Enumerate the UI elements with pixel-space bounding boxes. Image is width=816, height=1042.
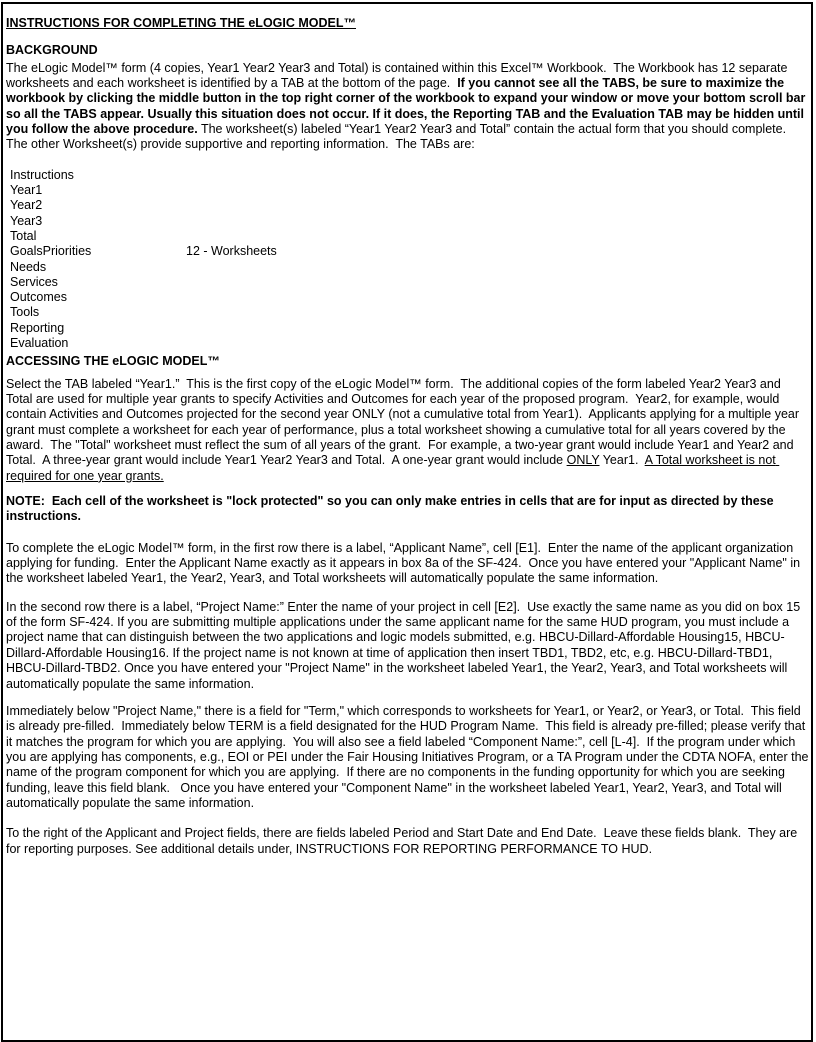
tab-list-item xyxy=(6,260,810,275)
tab-list-item xyxy=(6,214,810,229)
tab-list-item xyxy=(6,168,810,183)
tab-list xyxy=(6,168,810,352)
tab-list-item-label: Services xyxy=(10,274,58,289)
accessing-paragraph: Select the TAB labeled “Year1.” This is the first copy of the eLogic Model™ form. The additional copies of the form labeled Year2 Year3 and Total are used for multiple year grants to specify Activities and Outcomes for each year of the proposed program. Year2, for example, would contain Activities and Outcomes projected for the second year ONLY (not a cumulative total from Year1). Applicants applying for a multiple year grant must complete a worksheet for each year of performance, plus a total worksheet showing a cumulative total for all years covered by the award. The "Total" worksheet must reflect the sum of all years of the grant. For example, a two-year grant would include Year1 and Year2 and Total. A three-year grant would include Year1 Year2 Year3 and Total. A one-year grant would include ONLY Year1. A Total worksheet is not required for one year grants. xyxy=(6,376,803,483)
tab-list-item-label: Outcomes xyxy=(10,290,67,305)
tab-list-item-label: Year1 xyxy=(10,183,43,198)
tab-list-item-label: Instructions xyxy=(10,167,74,182)
tab-list-item-label: Total xyxy=(10,228,37,243)
tab-list-item xyxy=(6,229,810,244)
tab-list-item-label: Tools xyxy=(10,305,40,320)
tab-list-item xyxy=(6,183,810,198)
tab-list-item-label: Reporting xyxy=(10,320,65,335)
tab-list-item xyxy=(6,198,810,213)
tab-list-item-label: Year2 xyxy=(10,198,43,213)
accessing-heading: ACCESSING THE eLOGIC MODEL™ xyxy=(6,354,220,369)
note-paragraph: NOTE: Each cell of the worksheet is "lock protected" so you can only make entries in cells that are for input as directed by these instructions. xyxy=(6,494,778,524)
worksheet-count-annotation: 12 - Worksheets xyxy=(186,244,277,259)
period-dates-paragraph: To the right of the Applicant and Project fields, there are fields labeled Period and Start Date and End Date. Leave these fields blank. They are for reporting purposes. See additional details under, INSTRUCTIONS FOR REPORTING PERFORMANCE TO HUD. xyxy=(6,826,801,856)
tab-list-item xyxy=(6,321,810,336)
tab-list-item xyxy=(6,290,810,305)
background-paragraph: The eLogic Model™ form (4 copies, Year1 Year2 Year3 and Total) is contained within this Excel™ Workbook. The Workbook has 12 separate worksheets and each worksheet is identified by a TAB at the bottom of the page. If you cannot see all the TABS, be sure to maximize the workbook by clicking the middle button in the top right corner of the workbook to expand your window or move your bottom scroll bar so all the TABS appear. Usually this situation does not occur. If it does, the Reporting TAB and the Evaluation TAB may be hidden until you follow the above procedure. The worksheet(s) labeled “Year1 Year2 Year3 and Total” contain the actual form that you should complete. The other Worksheet(s) provide supportive and reporting information. The TABs are: xyxy=(6,60,809,152)
tab-list-item-label: Evaluation xyxy=(10,336,69,351)
tab-list-item xyxy=(6,244,810,259)
applicant-name-paragraph: To complete the eLogic Model™ form, in the first row there is a label, “Applicant Name”, cell [E1]. Enter the name of the applicant organization applying for funding. Enter the Applicant Name exactly as it appears in box 8a of the SF-424. Once you have entered your "Applicant Name" in the worksheet labeled Year1, the Year2, Year3, and Total worksheets will automatically populate the same information. xyxy=(6,540,804,586)
instructions-worksheet xyxy=(1,2,813,1042)
tab-list-item-label: Needs xyxy=(10,259,47,274)
tab-list-item-label: Year3 xyxy=(10,213,43,228)
project-name-paragraph: In the second row there is a label, “Project Name:” Enter the name of your project in cell [E2]. Use exactly the same name as you did on box 15 of the form SF-424. If you are submitting multiple applications under the same applicant name for the same HUD program, you must include a project name that can distinguish between the two applications and logic models submitted, e.g. HBCU-Dillard-Affordable Housing15, HBCU-Dillard-Affordable Housing16. If the project name is not known at time of application then insert TBD1, TBD2, etc, e.g. HBCU-Dillard-TBD1, HBCU-Dillard-TBD2. Once you have entered your "Project Name" in the worksheet labeled Year1, the Year2, Year3, and Total worksheets will automatically populate the same information. xyxy=(6,599,804,691)
tab-list-item xyxy=(6,336,810,351)
tab-list-item xyxy=(6,305,810,320)
background-heading: BACKGROUND xyxy=(6,43,98,58)
page-title: INSTRUCTIONS FOR COMPLETING THE eLOGIC MODEL™ xyxy=(6,16,356,30)
tab-list-item-label: GoalsPriorities xyxy=(10,244,92,259)
term-component-paragraph: Immediately below "Project Name," there is a field for "Term," which corresponds to worksheets for Year1, or Year2, or Year3, or Total. This field is already pre-filled. Immediately below TERM is a field designated for the HUD Program Name. This field is already pre-filled; please verify that it matches the program for which you are applying. You will also see a field labeled “Component Name:”, cell [L-4]. If the program under which you are applying has components, e.g., EOI or PEI under the Fair Housing Initiatives Program, or a TA Program under the CDTA NOFA, enter the name of the program component for which you are applying. If there are no components in the funding opportunity for which you are seeking funding, leave this field blank. Once you have entered your "Component Name" in the worksheet labeled Year1, Year2, Year3, and Total will automatically populate the same information. xyxy=(6,703,812,810)
tab-list-item xyxy=(6,275,810,290)
